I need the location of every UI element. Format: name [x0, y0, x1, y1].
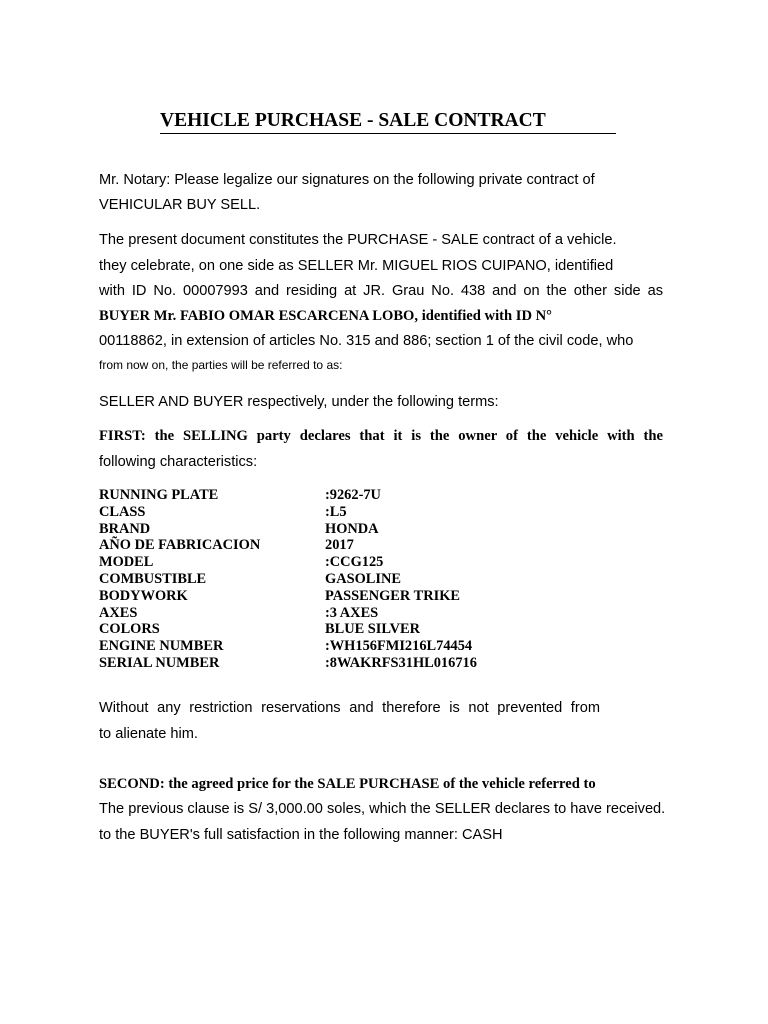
spec-label: COMBUSTIBLE	[99, 570, 207, 587]
spec-value: PASSENGER TRIKE	[325, 587, 461, 604]
parties-line-2: they celebrate, on one side as SELLER Mr. MIGUEL RIOS CUIPANO, identified	[99, 258, 614, 274]
second-clause-line-3: to the BUYER's full satisfaction in the following manner: CASH	[99, 827, 503, 843]
parties-line-1: The present document constitutes the PURCHASE - SALE contract of a vehicle.	[99, 232, 617, 248]
intro-line-1: Mr. Notary: Please legalize our signatures on the following private contract of	[99, 172, 595, 188]
spec-label: AXES	[99, 604, 138, 621]
restriction-line-2: to alienate him.	[99, 726, 198, 742]
parties-line-6: from now on, the parties will be referred to as:	[99, 358, 343, 372]
second-clause-line-1: SECOND: the agreed price for the SALE PURCHASE of the vehicle referred to	[99, 776, 596, 792]
contract-title: VEHICLE PURCHASE - SALE CONTRACT	[160, 110, 616, 134]
parties-line-3: with ID No. 00007993 and residing at JR. Grau No. 438 and on the other side as	[99, 283, 663, 299]
spec-value: :CCG125	[325, 554, 384, 571]
spec-value: GASOLINE	[325, 570, 401, 587]
spec-label: BRAND	[99, 520, 151, 537]
second-clause-line-2: The previous clause is S/ 3,000.00 soles, which the SELLER declares to have received.	[99, 801, 666, 817]
spec-value: BLUE SILVER	[325, 621, 421, 638]
spec-label: BODYWORK	[99, 587, 188, 604]
terms-intro: SELLER AND BUYER respectively, under the following terms:	[99, 394, 499, 410]
spec-label: MODEL	[99, 554, 154, 571]
spec-value: :8WAKRFS31HL016716	[325, 654, 477, 671]
spec-value: HONDA	[325, 520, 379, 537]
first-clause-line-1: FIRST: the SELLING party declares that it is the owner of the vehicle with the	[99, 428, 663, 444]
parties-line-4: BUYER Mr. FABIO OMAR ESCARCENA LOBO, identified with ID N°	[99, 308, 553, 324]
spec-label: ENGINE NUMBER	[99, 638, 224, 655]
first-clause-line-2: following characteristics:	[99, 454, 258, 470]
parties-line-5: 00118862, in extension of articles No. 315 and 886; section 1 of the civil code, who	[99, 333, 634, 349]
spec-value: :L5	[325, 503, 347, 520]
spec-value: :WH156FMI216L74454	[325, 638, 473, 655]
intro-line-2: VEHICULAR BUY SELL.	[99, 197, 261, 213]
spec-value: :9262-7U	[325, 487, 381, 503]
spec-label: SERIAL NUMBER	[99, 654, 220, 671]
spec-value: 2017	[325, 537, 354, 554]
spec-label: CLASS	[99, 503, 146, 520]
restriction-line-1: Without any restriction reservations and therefore is not prevented from	[99, 700, 600, 716]
spec-value: :3 AXES	[325, 604, 379, 621]
spec-label: AÑO DE FABRICACION	[99, 537, 261, 554]
spec-label: RUNNING PLATE	[99, 487, 219, 503]
spec-label: COLORS	[99, 621, 160, 638]
